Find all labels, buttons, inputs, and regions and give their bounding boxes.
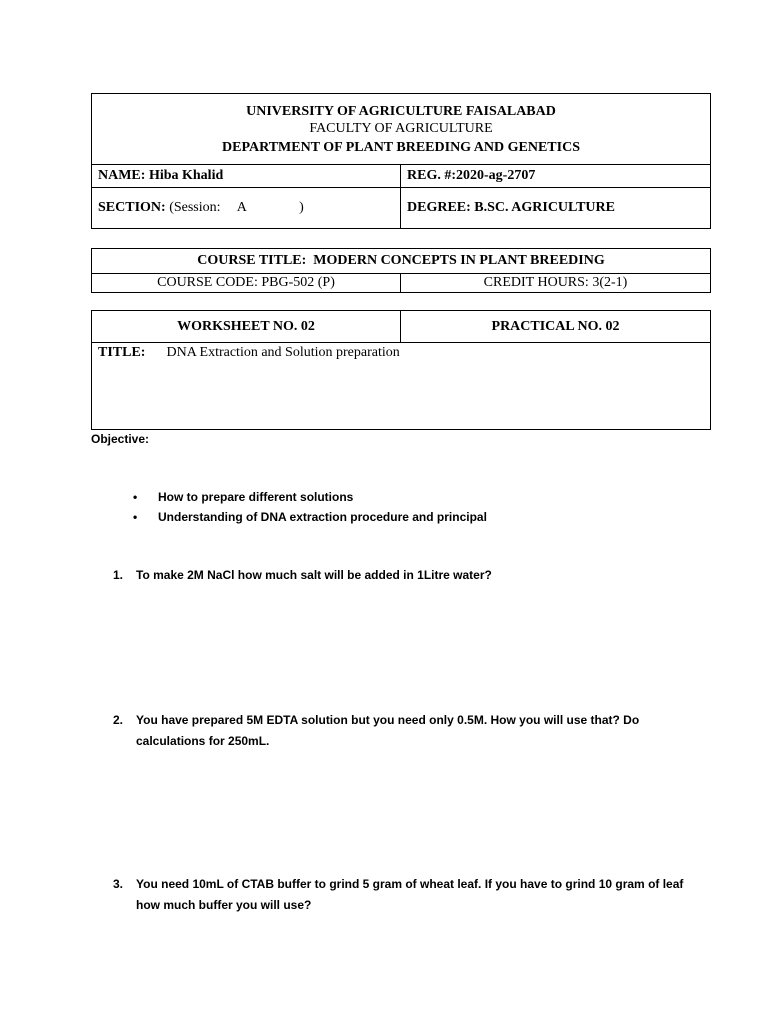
name-value: Hiba Khalid (148, 168, 224, 183)
worksheet-title-label: TITLE: (98, 345, 146, 360)
section-cell (92, 188, 401, 229)
question-text: To make 2M NaCl how much salt will be added in 1Litre water? (136, 568, 492, 582)
worksheet-table (91, 310, 711, 430)
faculty-name: FACULTY OF AGRICULTURE (309, 120, 493, 136)
course-code: COURSE CODE: PBG-502 (P) (157, 275, 335, 290)
header-table (91, 93, 711, 229)
header-title-cell (92, 94, 711, 165)
question-text: You need 10mL of CTAB buffer to grind 5 gram of wheat leaf. If you have to grind 10 gram of leaf how much buffer you will use? (136, 877, 684, 912)
reg-cell (401, 165, 711, 188)
question-text: You have prepared 5M EDTA solution but you need only 0.5M. How you will use that? Do calculations for 250mL. (136, 713, 640, 748)
course-title-label: COURSE TITLE: (197, 253, 307, 268)
objective-heading: Objective: (91, 432, 150, 446)
section-label: SECTION: (98, 200, 166, 215)
credit-hours: CREDIT HOURS: 3(2-1) (483, 275, 628, 290)
worksheet-no: WORKSHEET NO. 02 (177, 318, 315, 334)
degree-value: B.SC. AGRICULTURE (474, 200, 615, 215)
university-name: UNIVERSITY OF AGRICULTURE FAISALABAD (246, 103, 556, 119)
name-label: NAME: (98, 168, 146, 183)
department-name: DEPARTMENT OF PLANT BREEDING AND GENETICS (222, 139, 580, 155)
worksheet-title-value: DNA Extraction and Solution preparation (166, 345, 400, 360)
bullet-dot-icon: • (133, 510, 138, 524)
objective-bullet: How to prepare different solutions (158, 490, 354, 504)
course-title-cell (92, 249, 711, 274)
practical-no-cell (401, 311, 711, 343)
course-code-cell (92, 274, 401, 293)
objective-bullet: Understanding of DNA extraction procedure and principal (158, 510, 487, 524)
session-close: ) (299, 200, 304, 215)
question-number: 2. (113, 713, 124, 727)
worksheet-no-cell (92, 311, 401, 343)
credit-hours-cell (401, 274, 711, 293)
practical-no: PRACTICAL NO. 02 (491, 318, 620, 334)
degree-cell (401, 188, 711, 229)
degree-label: DEGREE: (407, 200, 471, 215)
bullet-dot-icon: • (133, 490, 138, 504)
worksheet-title-cell (92, 343, 711, 430)
reg-value: 2020-ag-2707 (456, 168, 536, 183)
course-table (91, 248, 711, 293)
question-number: 1. (113, 568, 124, 582)
reg-label: REG. #: (407, 168, 456, 183)
question-number: 3. (113, 877, 124, 891)
name-cell (92, 165, 401, 188)
session-open: (Session: (169, 200, 221, 215)
session-value: A (236, 200, 247, 215)
course-title-value: MODERN CONCEPTS IN PLANT BREEDING (313, 253, 605, 268)
